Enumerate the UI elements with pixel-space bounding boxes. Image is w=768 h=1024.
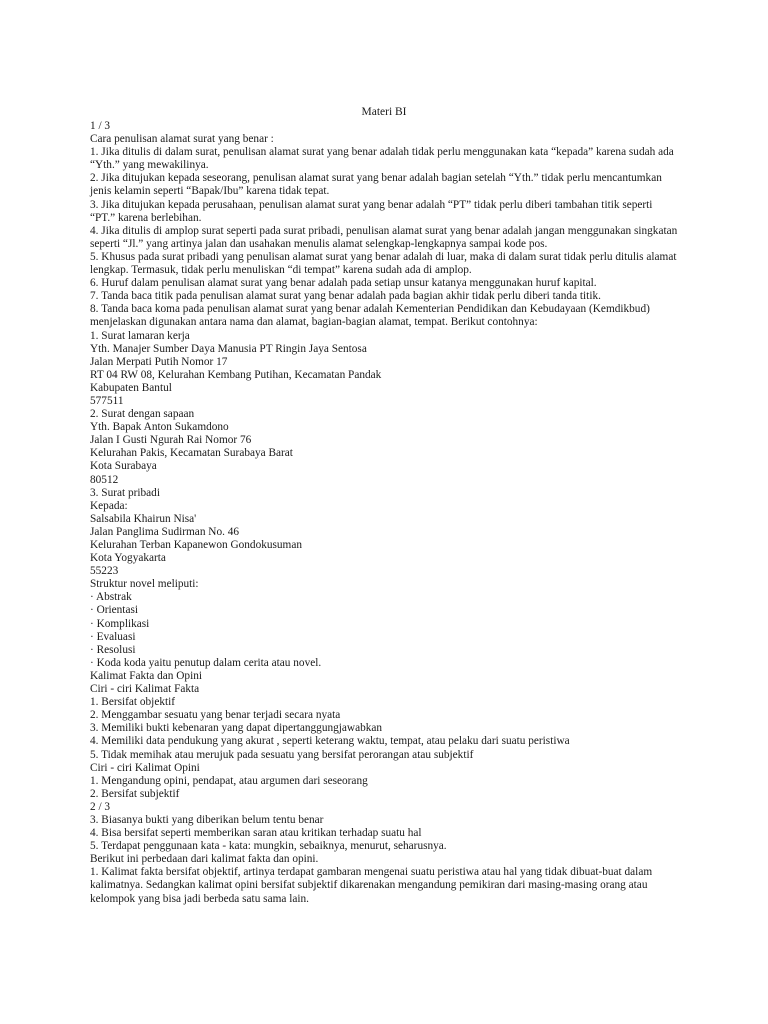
document-line: 3. Surat pribadi [90, 486, 160, 499]
document-line: Kota Surabaya [90, 460, 157, 473]
document-line: 3. Jika ditujukan kepada perusahaan, penulisan alamat surat yang benar adalah “PT” tidak perlu diberi tambahan titik seperti [90, 198, 653, 211]
document-line: Yth. Bapak Anton Sukamdono [90, 421, 229, 434]
document-line: 6. Huruf dalam penulisan alamat surat yang benar adalah pada setiap unsur katanya menggunakan huruf kapital. [90, 277, 597, 290]
document-line: “PT.” karena berlebihan. [90, 211, 202, 224]
document-line: Ciri - ciri Kalimat Fakta [90, 683, 200, 696]
document-line: 1 / 3 [90, 120, 111, 132]
document-line: 2 / 3 [90, 800, 111, 813]
document-line: Salsabila Khairun Nisa' [90, 512, 197, 525]
document-body [90, 120, 690, 906]
document-line: kelompok yang bisa jadi berbeda satu sama lain. [90, 892, 309, 905]
document-line: 3. Memiliki bukti kebenaran yang dapat dipertanggungjawabkan [90, 722, 383, 735]
document-line: · Komplikasi [90, 617, 150, 630]
document-line: Jalan Panglima Sudirman No. 46 [90, 525, 240, 538]
document-line: 3. Biasanya bukti yang diberikan belum tentu benar [90, 813, 324, 826]
document-line: Ciri - ciri Kalimat Opini [90, 761, 200, 774]
document-line: Struktur novel meliputi: [90, 578, 199, 591]
document-line: Berikut ini perbedaan dari kalimat fakta dan opini. [90, 853, 319, 866]
document-line: 1. Mengandung opini, pendapat, atau argumen dari seseorang [90, 774, 368, 787]
document-line: menjelaskan digunakan antara nama dan alamat, bagian-bagian alamat, tempat. Berikut contohnya: [90, 316, 538, 329]
document-line: kalimatnya. Sedangkan kalimat opini bersifat subjektif dikarenakan mengandung pemikiran dari masing-masing orang atau [90, 879, 648, 892]
document-line: Kelurahan Pakis, Kecamatan Surabaya Barat [90, 447, 293, 460]
document-line: RT 04 RW 08, Kelurahan Kembang Putihan, Kecamatan Pandak [90, 368, 382, 381]
document-line: · Abstrak [90, 591, 132, 604]
document-line: 8. Tanda baca koma pada penulisan alamat surat yang benar adalah Kementerian Pendidikan dan Kebudayaan (Kemdikbud) [90, 303, 650, 316]
document-line: “Yth.” yang mewakilinya. [90, 159, 209, 172]
document-line: Kota Yogyakarta [90, 552, 166, 565]
document-line: seperti “Jl.” yang artinya jalan dan usahakan menulis alamat selengkap-lengkapnya sampai kode pos. [90, 237, 548, 250]
document-line: 5. Khusus pada surat pribadi yang penulisan alamat surat yang benar adalah di luar, maka di dalam surat tidak perlu ditulis alamat [90, 250, 677, 263]
document-line: · Resolusi [90, 643, 136, 656]
document-line: lengkap. Termasuk, tidak perlu menuliskan “di tempat” karena sudah ada di amplop. [90, 264, 472, 277]
document-line: 2. Bersifat subjektif [90, 787, 180, 800]
document-line: 5. Terdapat penggunaan kata - kata: mungkin, sebaiknya, menurut, seharusnya. [90, 840, 447, 853]
document-line: 55223 [90, 565, 119, 578]
document-line: 4. Bisa bersifat seperti memberikan saran atau kritikan terhadap suatu hal [90, 827, 422, 840]
document-line: Cara penulisan alamat surat yang benar : [90, 133, 274, 146]
document-line: Kepada: [90, 499, 128, 512]
document-line: 2. Jika ditujukan kepada seseorang, penulisan alamat surat yang benar adalah bagian setelah “Yth.” tidak perlu mencantumkan [90, 172, 662, 185]
document-line: Jalan I Gusti Ngurah Rai Nomor 76 [90, 434, 252, 447]
document-title: Materi BI [361, 106, 407, 118]
document-line: · Evaluasi [90, 630, 136, 643]
document-line: 1. Jika ditulis di dalam surat, penulisan alamat surat yang benar adalah tidak perlu menggunakan kata “kepada” karena sudah ada [90, 146, 674, 159]
document-line: · Koda koda yaitu penutup dalam cerita atau novel. [90, 656, 322, 669]
document-line: 2. Menggambar sesuatu yang benar terjadi secara nyata [90, 709, 341, 722]
document-line: Yth. Manajer Sumber Daya Manusia PT Ringin Jaya Sentosa [90, 342, 367, 355]
document-line: 2. Surat dengan sapaan [90, 408, 195, 421]
document-line: 1. Bersifat objektif [90, 696, 176, 709]
document-line: 7. Tanda baca titik pada penulisan alamat surat yang benar adalah pada bagian akhir tidak perlu diberi tanda titik. [90, 290, 601, 303]
document-line: 4. Memiliki data pendukung yang akurat , seperti keterang waktu, tempat, atau pelaku dari suatu peristiwa [90, 735, 570, 748]
document-line: Kalimat Fakta dan Opini [90, 669, 203, 682]
document-line: · Orientasi [90, 604, 138, 617]
document-line: 577511 [90, 394, 124, 407]
document-line: jenis kelamin seperti “Bapak/Ibu” karena tidak tepat. [90, 185, 330, 198]
document-line: 1. Surat lamaran kerja [90, 329, 190, 342]
document-line: 4. Jika ditulis di amplop surat seperti pada surat pribadi, penulisan alamat surat yang benar adalah jangan menggunakan singkatan [90, 224, 678, 237]
document-line: Kabupaten Bantul [90, 381, 172, 394]
document-line: 5. Tidak memihak atau merujuk pada sesuatu yang bersifat perorangan atau subjektif [90, 748, 474, 761]
document-line: Kelurahan Terban Kapanewon Gondokusuman [90, 539, 303, 551]
document-line: 1. Kalimat fakta bersifat objektif, artinya terdapat gambaran mengenai suatu peristiwa atau hal yang tidak dibuat-buat dalam [90, 866, 653, 879]
document-line: Jalan Merpati Putih Nomor 17 [90, 355, 228, 368]
document-line: 80512 [90, 473, 119, 486]
